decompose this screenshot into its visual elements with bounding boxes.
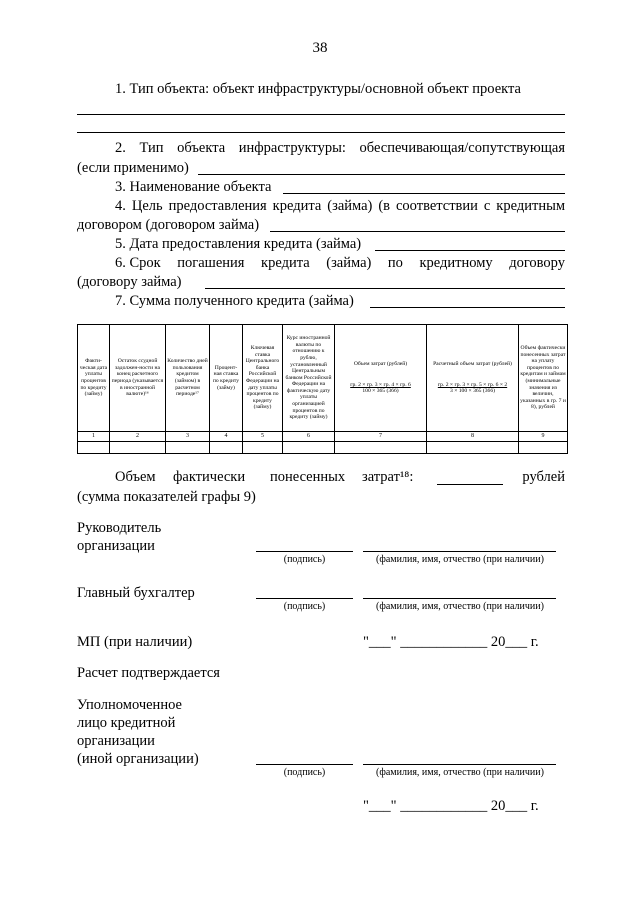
word: понесенных [270, 469, 346, 485]
item-5-credit-date: 5. Дата предоставления кредита (займа) [115, 236, 362, 252]
table-cell[interactable] [519, 442, 568, 454]
col-header-7 [335, 325, 427, 432]
item-1-object-type: 1. Тип объекта: объект инфраструктуры/основной объект проекта [115, 81, 521, 97]
item-4-contract: договором (договором займа) [77, 217, 260, 233]
table-cell[interactable] [78, 442, 110, 454]
formula-7-denominator: 100 × 365 (366) [362, 388, 399, 395]
authorized-label-line1: Уполномоченное [77, 697, 182, 713]
col-header-4: Процент-ная ставка по кредиту (займу) [210, 325, 243, 432]
item-6-repayment-term [115, 254, 565, 272]
table-cell[interactable] [166, 442, 210, 454]
item-3-object-name: 3. Наименование объекта [115, 179, 272, 195]
table-cell[interactable] [283, 442, 335, 454]
col-header-6: Курс иностранной валюты по отношению к рублю, установленный Центральным банком Российской Федерации на фактическую дату уплаты организацией процентов по кредиту (займу) [283, 325, 335, 432]
authorized-signature-caption: (подпись) [283, 767, 326, 778]
col-header-8-title: Расчетный объем затрат (рублей) [433, 361, 512, 368]
word: договору [509, 255, 565, 271]
item-7-blank[interactable] [370, 307, 565, 308]
blank-line-1[interactable] [77, 114, 565, 115]
word: по [387, 255, 403, 271]
col-number: 4 [210, 432, 243, 442]
head-signature-caption: (подпись) [283, 554, 326, 565]
item-6-loan-agreement: (договору займа) [77, 274, 182, 290]
date-field-2[interactable]: "___" ____________ 20___ г. [363, 798, 539, 814]
total-amount-blank[interactable] [437, 470, 503, 485]
table-cell[interactable] [210, 442, 243, 454]
accountant-signature-caption: (подпись) [283, 601, 326, 612]
col-number: 2 [110, 432, 166, 442]
total-sum-note: (сумма показателей графы 9) [77, 489, 256, 505]
formula-8-denominator: 3 × 100 × 365 (366) [450, 388, 495, 395]
authorized-label-line4: (иной организации) [77, 751, 199, 767]
head-name-field[interactable] [363, 551, 556, 552]
col-number: 5 [243, 432, 283, 442]
col-header-9: Объем фактически понесенных затрат на уплату процентов по кредитам и займам (минимальные значения из величин, указанных в гр. 7 и 8), рублей [519, 325, 568, 432]
item-4-blank[interactable] [270, 231, 565, 232]
head-signature-field[interactable] [256, 551, 353, 552]
word: (займа) [326, 255, 372, 271]
authorized-signature-field[interactable] [256, 764, 353, 765]
item-7-credit-amount: 7. Сумма полученного кредита (займа) [115, 293, 354, 309]
authorized-label-line3: организации [77, 733, 155, 749]
col-header-1: Факти-ческая дата уплаты процентов по кредиту (займу) [78, 325, 110, 432]
confirmation-label: Расчет подтверждается [77, 665, 220, 681]
table-cell[interactable] [110, 442, 166, 454]
col-header-5: Ключевая ставка Центрального банка Российской Федерации на дату уплаты процентов по кредиту (займу) [243, 325, 283, 432]
item-2-infrastructure-type: 2. Тип объекта инфраструктуры: обеспечивающая/сопутствующая [115, 140, 565, 156]
interest-calculation-table [77, 324, 568, 454]
col-header-7-title: Объем затрат (рублей) [353, 361, 408, 368]
col-header-8 [427, 325, 519, 432]
table-cell[interactable] [427, 442, 519, 454]
word: 6. Срок [115, 255, 161, 271]
item-2-if-applicable: (если применимо) [77, 160, 189, 176]
head-name-caption: (фамилия, имя, отчество (при наличии) [376, 554, 544, 565]
col-number: 6 [283, 432, 335, 442]
item-3-blank[interactable] [283, 193, 565, 194]
item-2-blank[interactable] [198, 174, 565, 175]
word: Объем [115, 469, 156, 485]
col-header-2: Остаток ссудной задолжен-ности на конец расчетного периода (указывается в иностранной валюте)¹⁶ [110, 325, 166, 432]
accountant-signature-field[interactable] [256, 598, 353, 599]
formula-8-numerator: гр. 2 × гр. 3 × гр. 5 × гр. 6 × 2 [437, 381, 508, 388]
item-4-credit-purpose: 4. Цель предоставления кредита (займа) (в соответствии с кредитным [115, 198, 565, 214]
word: кредита [261, 255, 310, 271]
authorized-name-field[interactable] [363, 764, 556, 765]
accountant-name-field[interactable] [363, 598, 556, 599]
stamp-label: МП (при наличии) [77, 634, 193, 650]
table-cell[interactable] [335, 442, 427, 454]
formula-7-numerator: гр. 2 × гр. 3 × гр. 4 × гр. 6 [350, 381, 411, 388]
col-number: 9 [519, 432, 568, 442]
head-label-line1: Руководитель [77, 520, 162, 536]
blank-line-2[interactable] [77, 132, 565, 133]
item-5-blank[interactable] [375, 250, 565, 251]
col-number: 1 [78, 432, 110, 442]
item-6-blank[interactable] [205, 288, 565, 289]
page-number: 38 [312, 40, 328, 56]
col-header-3: Количество дней пользования кредитом (займом) в расчетном периоде¹⁷ [166, 325, 210, 432]
accountant-label: Главный бухгалтер [77, 585, 195, 601]
date-field-1[interactable]: "___" ____________ 20___ г. [363, 634, 539, 650]
word: затрат¹⁸: [362, 469, 414, 485]
col-number: 3 [166, 432, 210, 442]
word: кредитному [419, 255, 493, 271]
col-number: 8 [427, 432, 519, 442]
authorized-name-caption: (фамилия, имя, отчество (при наличии) [376, 767, 544, 778]
head-label-line2: организации [77, 538, 155, 554]
word: рублей [522, 469, 565, 485]
word: погашения [177, 255, 245, 271]
accountant-name-caption: (фамилия, имя, отчество (при наличии) [376, 601, 544, 612]
word: фактически [173, 469, 246, 485]
authorized-label-line2: лицо кредитной [77, 715, 176, 731]
col-number: 7 [335, 432, 427, 442]
table-cell[interactable] [243, 442, 283, 454]
